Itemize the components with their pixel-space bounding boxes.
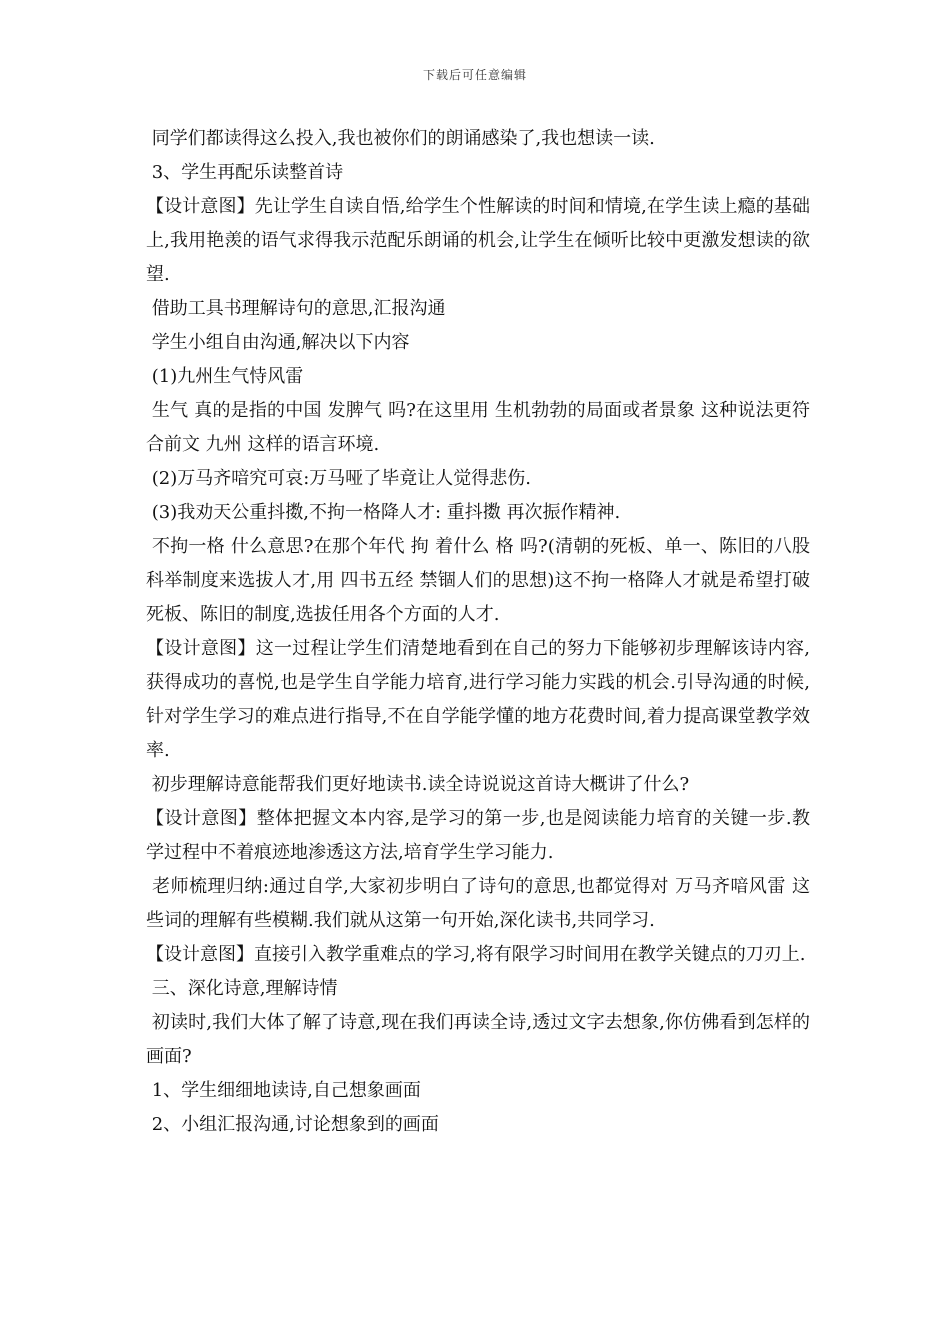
paragraph: 3、学生再配乐读整首诗 [146,162,344,183]
paragraph: 老师梳理归纳:通过自学,大家初步明白了诗句的意思,也都觉得对 万马齐喑风雷 这些词的理解有些模糊.我们就从这第一句开始,深化读书,共同学习. [146,876,810,931]
paragraph: 不拘一格 什么意思?在那个年代 拘 着什么 格 吗?(清朝的死板、单一、陈旧的八股科举制度来选拔人才,用 四书五经 禁锢人们的思想)这不拘一格降人才就是希望打破死板、陈旧的制度,选拔任用各个方面的人才. [146,536,810,625]
paragraph: (2)万马齐喑究可哀:万马哑了毕竟让人觉得悲伤. [146,468,532,489]
paragraph: 【设计意图】这一过程让学生们清楚地看到在自己的努力下能够初步理解该诗内容,获得成功的喜悦,也是学生自学能力培育,进行学习能力实践的机会.引导沟通的时候,针对学生学习的难点进行指导,不在自学能学懂的地方花费时间,着力提高课堂教学效率. [146,638,810,761]
paragraph: 1、学生细细地读诗,自己想象画面 [146,1080,421,1101]
section-heading: 三、深化诗意,理解诗情 [146,978,338,999]
paragraph: 生气 真的是指的中国 发脾气 吗?在这里用 生机勃勃的局面或者景象 这种说法更符合前文 九州 这样的语言环境. [146,400,810,455]
paragraph: 【设计意图】先让学生自读自悟,给学生个性解读的时间和情境,在学生读上瘾的基础上,我用艳羡的语气求得我示范配乐朗诵的机会,让学生在倾听比较中更激发想读的欲望. [146,196,810,285]
paragraph: 学生小组自由沟通,解决以下内容 [146,332,410,353]
paragraph: (3)我劝天公重抖擞,不拘一格降人才: 重抖擞 再次振作精神. [146,502,621,523]
page-header-note: 下载后可任意编辑 [422,68,527,82]
paragraph: 初步理解诗意能帮我们更好地读书.读全诗说说这首诗大概讲了什么? [146,774,690,795]
paragraph: 【设计意图】整体把握文本内容,是学习的第一步,也是阅读能力培育的关键一步.教学过程中不着痕迹地渗透这方法,培育学生学习能力. [146,808,810,863]
paragraph: 2、小组汇报沟通,讨论想象到的画面 [146,1114,439,1135]
paragraph: 【设计意图】直接引入教学重难点的学习,将有限学习时间用在教学关键点的刀刃上. [146,944,806,965]
paragraph: 初读时,我们大体了解了诗意,现在我们再读全诗,透过文字去想象,你仿佛看到怎样的画面? [146,1012,810,1067]
paragraph: 借助工具书理解诗句的意思,汇报沟通 [146,298,446,319]
document-body [146,122,810,1142]
paragraph: 同学们都读得这么投入,我也被你们的朗诵感染了,我也想读一读. [146,128,655,149]
paragraph: (1)九州生气恃风雷 [146,366,304,387]
